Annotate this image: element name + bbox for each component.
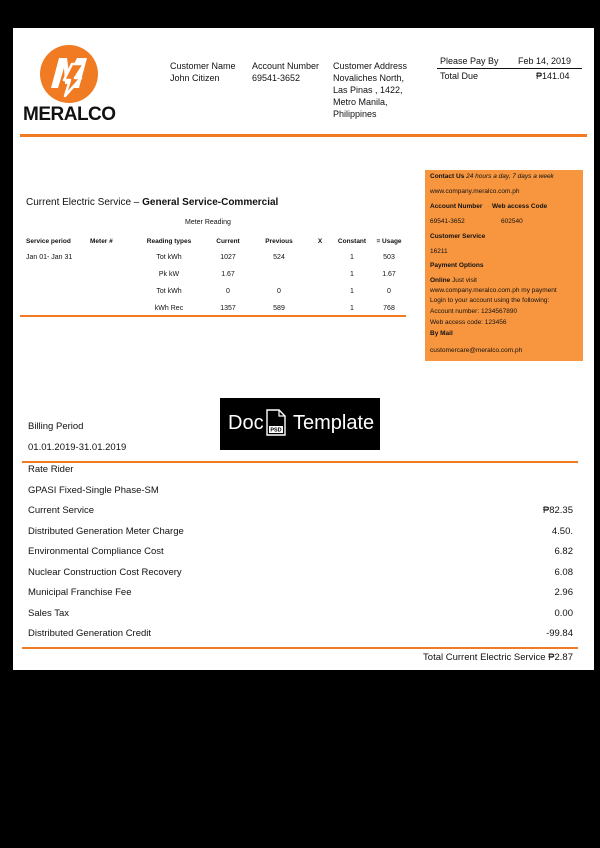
reading-constant: 1: [350, 287, 354, 295]
charge-value: 2.96: [554, 587, 573, 598]
payment-options-label: Payment Options: [430, 262, 484, 269]
reading-current: 1.67: [221, 270, 235, 278]
address-line: Novaliches North,: [333, 73, 405, 83]
charge-label: Sales Tax: [28, 608, 70, 619]
meter-table-header: [26, 234, 406, 249]
table-row: [26, 283, 406, 300]
address-line: Las Pinas , 1422,: [333, 85, 403, 95]
contact-us: [430, 172, 554, 181]
total-due-value: ₱141.04: [536, 71, 570, 81]
by-mail-label: By Mail: [430, 330, 453, 337]
charge-label: Distributed Generation Credit: [28, 628, 152, 639]
reading-type: Tot kWh: [156, 287, 182, 295]
rate-rider-label: Rate Rider: [28, 464, 74, 475]
account-number-label: Account Number: [252, 61, 320, 71]
service-period: Jan 01- Jan 31: [26, 253, 73, 261]
table-row: [26, 266, 406, 283]
billing-period: 01.01.2019-31.01.2019: [28, 442, 127, 453]
meter-number: [90, 249, 132, 266]
col-previous: Previous: [265, 237, 293, 245]
meralco-logo-icon: [39, 44, 99, 104]
charge-row: [28, 587, 573, 599]
col-meter-number: Meter #: [90, 237, 113, 245]
charge-value: 6.08: [554, 567, 573, 578]
online-instructions-4: Web access code: 123456: [430, 319, 507, 326]
please-pay-by-label: Please Pay By: [440, 56, 499, 66]
charge-label: Nuclear Construction Cost Recovery: [28, 567, 182, 578]
reading-previous: 524: [273, 253, 285, 261]
contact-website[interactable]: www.company.meralco.com.ph: [430, 188, 520, 195]
col-current: Current: [216, 237, 240, 245]
total-row: [28, 652, 573, 664]
billing-period-label: Billing Period: [28, 421, 84, 432]
reading-constant: 1: [350, 270, 354, 278]
panel-web-access-code: 602540: [501, 218, 523, 225]
charge-row: [28, 526, 573, 538]
rate-rider: GPASI Fixed-Single Phase-SM: [28, 485, 159, 496]
customer-name: John Citizen: [170, 73, 220, 83]
reading-type: kWh Rec: [154, 304, 184, 312]
panel-account-number: 69541-3652: [430, 218, 465, 225]
reading-usage: 0: [387, 287, 391, 295]
customer-address-label: Customer Address: [333, 61, 408, 71]
panel-web-access-code-label: Web access Code: [492, 203, 548, 210]
contact-panel: [425, 170, 583, 361]
charge-value: 4.50.: [551, 526, 573, 537]
charge-label: Environmental Compliance Cost: [28, 546, 164, 557]
service-title-prefix: Current Electric Service –: [26, 197, 140, 208]
reading-current: 0: [226, 287, 230, 295]
charge-row: [28, 567, 573, 579]
reading-type: Pk kW: [158, 270, 180, 278]
meralco-wordmark: MERALCO: [23, 104, 116, 125]
col-service-period: Service period: [26, 237, 71, 245]
bill-page: [13, 28, 594, 670]
charge-value: -99.84: [546, 628, 573, 639]
customer-address: [333, 72, 404, 120]
col-constant: Constant: [337, 237, 367, 245]
online-instructions-3: Account number: 1234567890: [430, 308, 518, 315]
panel-account-number-label: Account Number: [430, 203, 483, 210]
customer-name-label: Customer Name: [170, 61, 236, 71]
total-label: Total Current Electric Service: [423, 652, 546, 663]
col-reading-types: Reading types: [146, 237, 192, 245]
reading-previous: 589: [273, 304, 285, 312]
reading-type: Tot kWh: [156, 253, 182, 261]
charge-label: Municipal Franchise Fee: [28, 587, 132, 598]
psd-icon-label: PSD: [270, 427, 282, 434]
service-title-type: General Service-Commercial: [142, 197, 279, 208]
charge-row: [28, 546, 573, 558]
reading-x: [308, 249, 332, 266]
online-note: Just visit: [452, 277, 477, 284]
contact-email[interactable]: customercare@meralco.com.ph: [430, 347, 523, 354]
reading-current: 1027: [220, 253, 236, 261]
service-title: [26, 196, 278, 209]
charge-value: ₱82.35: [542, 505, 573, 516]
reading-previous: [250, 266, 308, 283]
please-pay-by-date: Feb 14, 2019: [518, 56, 572, 66]
meter-table: [26, 234, 406, 317]
online-instructions-2: Login to your account using the following:: [430, 297, 550, 304]
meralco-logo: [23, 44, 123, 126]
total-value: ₱2.87: [548, 652, 573, 663]
address-line: Philippines: [333, 109, 377, 119]
service-divider: [20, 315, 406, 317]
online-label: Online: [430, 277, 451, 284]
reading-constant: 1: [350, 253, 354, 261]
charge-value: 0.00: [554, 608, 573, 619]
charge-label: Distributed Generation Meter Charge: [28, 526, 184, 537]
contact-us-note: 24 hours a day, 7 days a week: [466, 173, 554, 180]
watermark-left: Doc: [228, 412, 264, 434]
watermark-right: Template: [293, 412, 375, 434]
charge-row: [28, 608, 573, 620]
charge-row: [28, 628, 573, 640]
col-usage: = Usage: [376, 237, 402, 245]
total-divider: [22, 647, 578, 649]
address-line: Metro Manila,: [333, 97, 388, 107]
reading-current: 1357: [220, 304, 236, 312]
online-payment: [430, 276, 477, 285]
meter-reading-label: Meter Reading: [185, 219, 231, 226]
reading-constant: 1: [350, 304, 354, 312]
reading-usage: 1.67: [382, 270, 396, 278]
total-due-label: Total Due: [440, 71, 479, 81]
reading-usage: 503: [383, 253, 395, 261]
reading-previous: 0: [277, 287, 281, 295]
table-row: [26, 249, 406, 266]
header-divider: [20, 134, 587, 137]
account-number: 69541-3652: [252, 73, 301, 83]
pay-by-divider: [437, 68, 582, 69]
charge-row: [28, 505, 573, 517]
customer-service-label: Customer Service: [430, 233, 486, 240]
col-x: X: [317, 237, 323, 245]
charge-label: Current Service: [28, 505, 94, 516]
reading-usage: 768: [383, 304, 395, 312]
contact-us-label: Contact Us: [430, 173, 465, 180]
customer-service-number: 16211: [430, 248, 448, 255]
online-instructions-1: www.company.meralco.com.ph my payment: [430, 287, 557, 294]
charge-value: 6.82: [554, 546, 573, 557]
billing-divider: [22, 461, 578, 463]
